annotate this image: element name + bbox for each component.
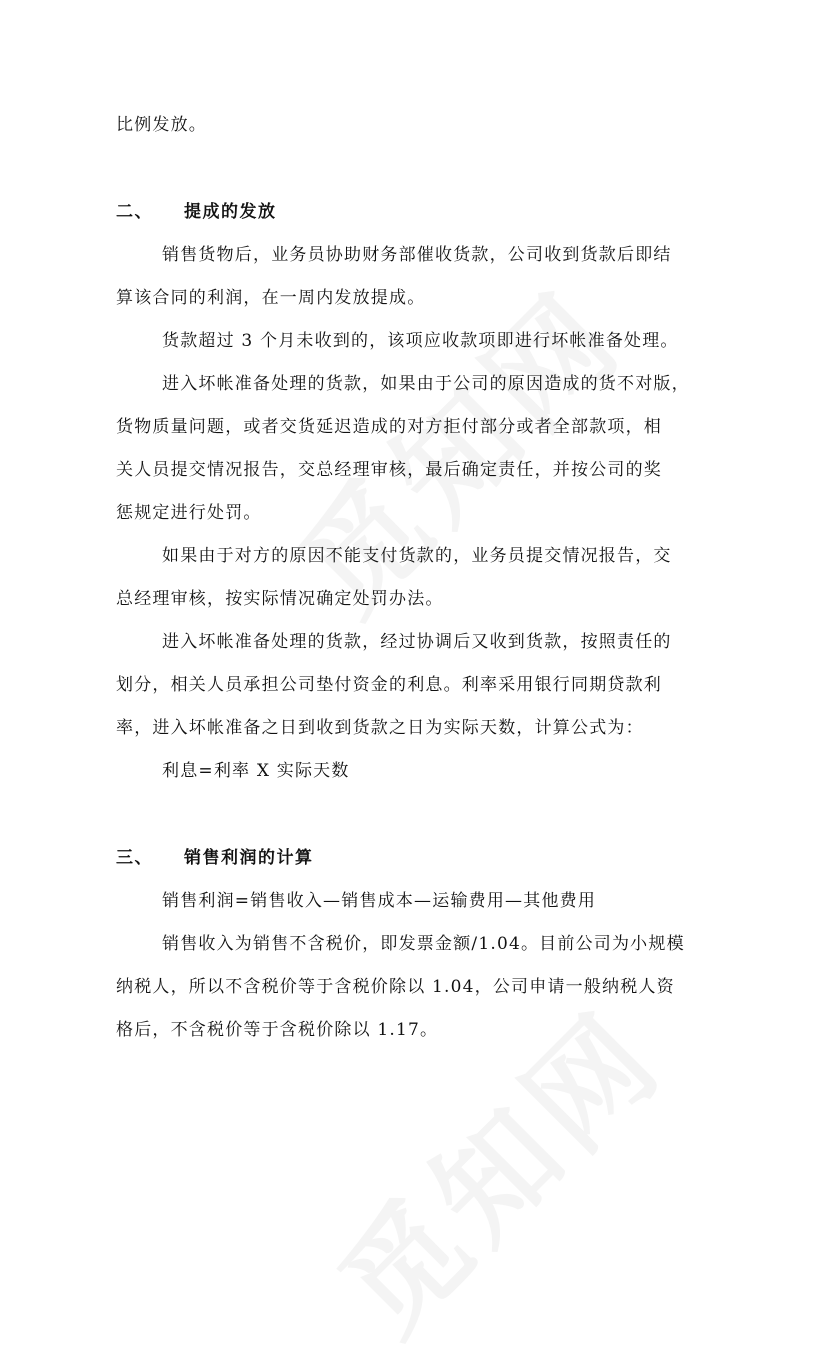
paragraph-line: 如果由于对方的原因不能支付货款的，业务员提交情况报告，交 bbox=[162, 546, 672, 566]
paragraph-line: 惩规定进行处罚。 bbox=[116, 503, 262, 523]
section-number: 二、 bbox=[116, 202, 153, 222]
paragraph-line: 关人员提交情况报告，交总经理审核，最后确定责任，并按公司的奖 bbox=[116, 460, 662, 480]
paragraph-line: 进入坏帐准备处理的货款，如果由于公司的原因造成的货不对版， bbox=[162, 374, 690, 394]
paragraph-line: 货物质量问题，或者交货延迟造成的对方拒付部分或者全部款项，相 bbox=[116, 417, 662, 437]
paragraph-line: 比例发放。 bbox=[116, 115, 207, 135]
paragraph-line: 进入坏帐准备处理的货款，经过协调后又收到货款，按照责任的 bbox=[162, 632, 672, 652]
paragraph-line: 销售货物后，业务员协助财务部催收货款，公司收到货款后即结 bbox=[162, 245, 672, 265]
section-heading bbox=[116, 200, 277, 224]
paragraph-line: 货款超过 3 个月未收到的，该项应收款项即进行坏帐准备处理。 bbox=[162, 331, 679, 351]
section-heading bbox=[116, 846, 314, 870]
paragraph-line: 算该合同的利润，在一周内发放提成。 bbox=[116, 288, 426, 308]
section-number: 三、 bbox=[116, 848, 153, 868]
paragraph-line: 销售收入为销售不含税价，即发票金额/1.04。目前公司为小规模 bbox=[162, 934, 685, 954]
formula-line: 利息=利率 X 实际天数 bbox=[162, 761, 350, 781]
paragraph-line: 纳税人，所以不含税价等于含税价除以 1.04，公司申请一般纳税人资 bbox=[116, 977, 675, 997]
section-title: 提成的发放 bbox=[184, 202, 277, 222]
section-title: 销售利润的计算 bbox=[184, 848, 314, 868]
paragraph-line: 格后，不含税价等于含税价除以 1.17。 bbox=[116, 1020, 439, 1040]
formula-line: 销售利润=销售收入—销售成本—运输费用—其他费用 bbox=[162, 891, 597, 911]
paragraph-line: 总经理审核，按实际情况确定处罚办法。 bbox=[116, 589, 444, 609]
paragraph-line: 划分，相关人员承担公司垫付资金的利息。利率采用银行同期贷款利 bbox=[116, 675, 662, 695]
paragraph-line: 率，进入坏帐准备之日到收到货款之日为实际天数，计算公式为： bbox=[116, 718, 644, 738]
